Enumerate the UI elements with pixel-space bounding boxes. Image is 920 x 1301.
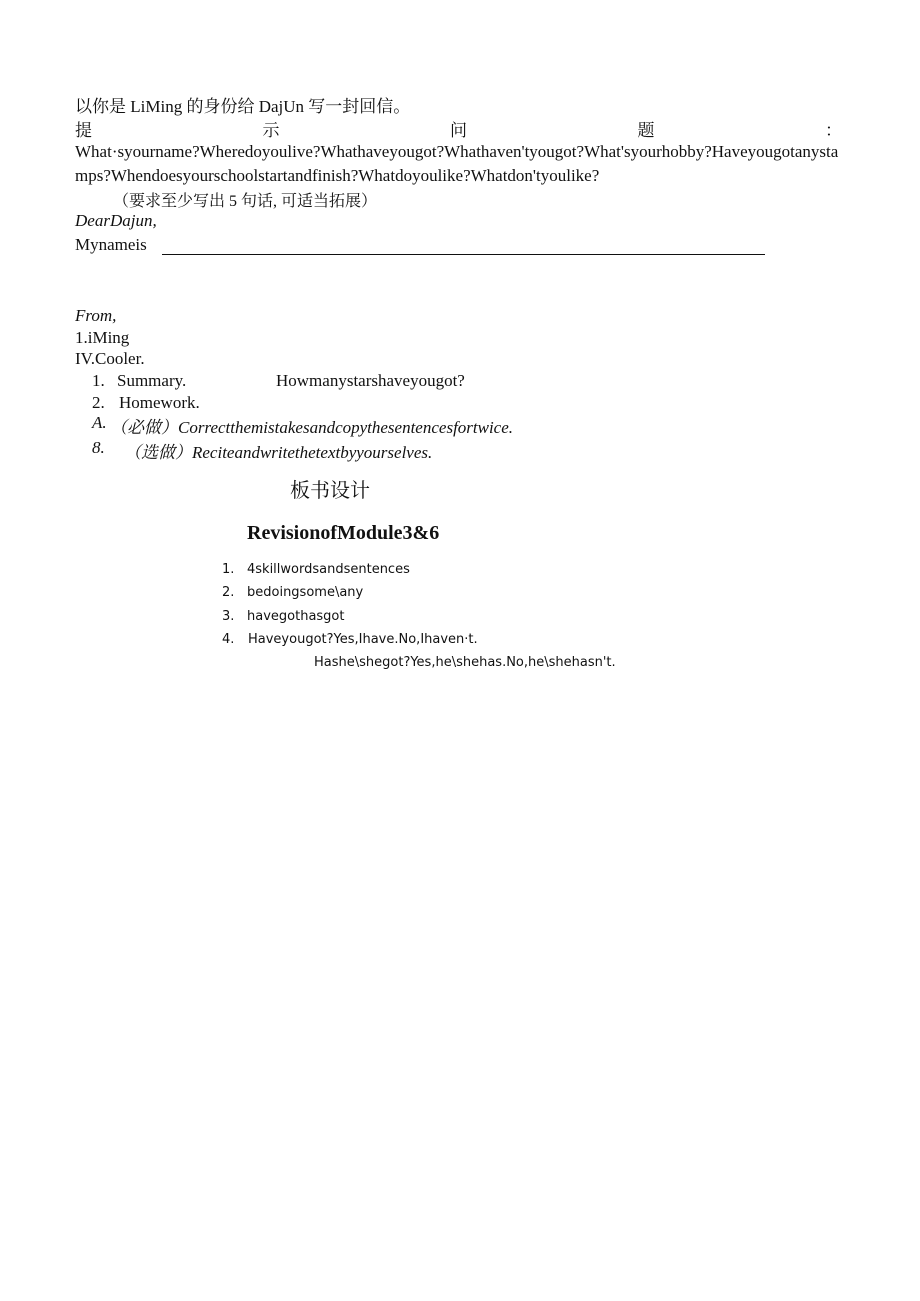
board-item-continuation: Hashe\shegot?Yes,he\shehas.No,he\shehasn't. [314,655,616,670]
board-design-title: 板书设计 [290,480,370,502]
section-heading: IV.Cooler. [75,349,145,368]
board-item-text: bedoingsome\any [247,585,364,600]
letter-signature: 1.iMing [75,328,130,347]
board-item-number: 4. [222,632,235,647]
step-detail: Howmanystarshaveyougot? [276,371,465,390]
instruction-text: 以你是 LiMing 的身份给 DajUn 写一封回信。 [75,97,411,116]
hint-char: 问 [450,121,467,140]
board-item-text: Haveyougot?Yes,Ihave.No,Ihaven·t. [248,632,478,647]
hint-questions: What·syourname?Wheredoyoulive?Whathaveyougot?Whathaven'tyougot?What'syourhobby?Haveyougotanystamps?Whendoesyourschoolstartandfinish?Whatdoyoulike?Whatdon'tyoulike? [75,142,839,185]
letter-greeting: DearDajun, [75,211,157,230]
board-heading: RevisionofModule3&6 [247,522,440,544]
hint-label [75,116,842,141]
hint-char: 题 [637,121,655,140]
step-label: Summary. [117,371,187,390]
board-item-text: 4skillwordsandsentences [247,562,410,577]
homework-text: （必做）Correctthemistakesandcopythesentencesfortwice. [110,418,514,437]
step-number: 1. [92,371,105,390]
step-number: 2. [92,393,105,412]
letter-closing: From, [75,306,117,325]
board-item-number: 2. [222,585,235,600]
requirement-note: （要求至少写出 5 句话, 可适当拓展） [113,193,378,210]
board-item-number: 3. [222,609,235,624]
step-label: Homework. [119,393,200,412]
letter-opening: Mynameis [75,235,147,254]
board-item-text: havegothasgot [247,609,345,624]
homework-number: 8. [92,438,105,457]
writing-line [162,254,765,255]
homework-number: A. [92,413,107,432]
hint-char: 提 [75,121,92,140]
board-item-number: 1. [222,562,235,577]
hint-char: ： [825,121,842,140]
hint-char: 示 [262,121,280,140]
homework-text: （选做）Reciteandwritethetextbyyourselves. [124,443,433,462]
